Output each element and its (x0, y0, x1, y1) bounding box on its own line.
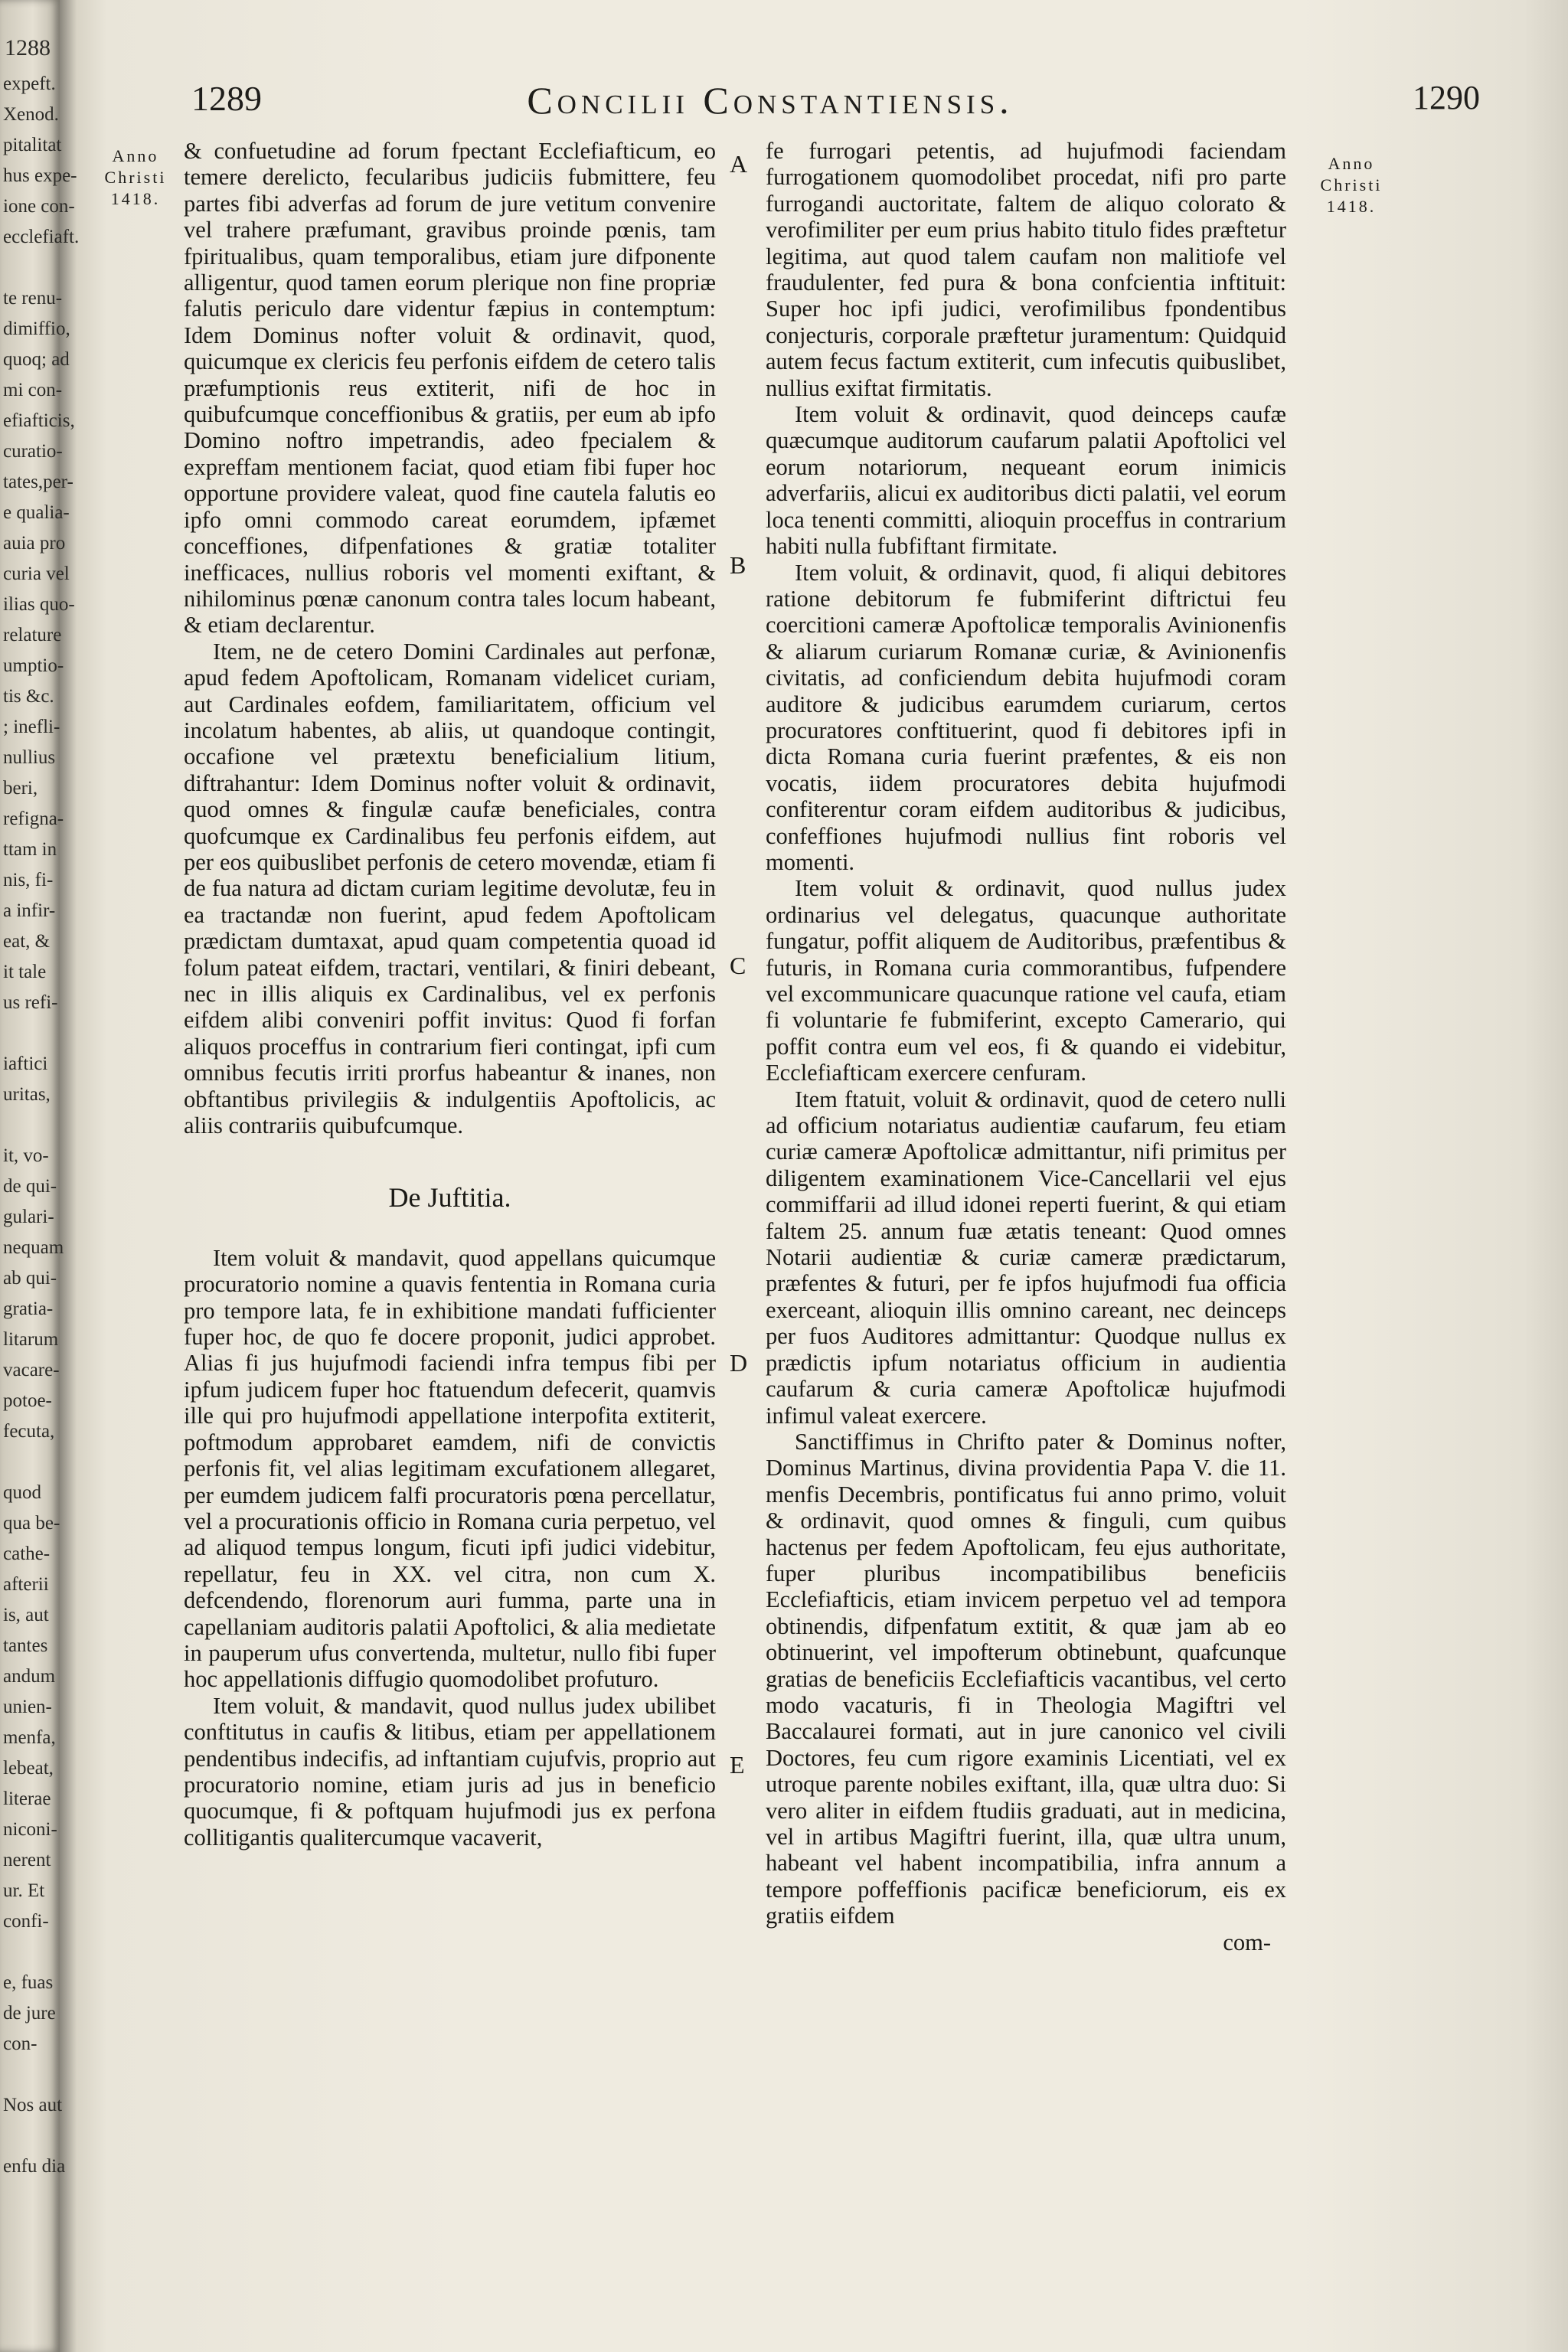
gutter-text-fragments: expeft. Xenod. pitalitat hus expe- ione con- ecclefiaft. te renu- dimiffio, quoq; ad mi con- efiafticis, curatio- tates,per- e qualia- auia pro curia vel ilias quo- relature umptio- tis &c. ; inefli- nullius beri, refigna- ttam in nis, fi- a infir- eat, & it tale us refi- iaftici uritas, it, vo- de qui- gulari- nequam ab qui- gratia- litarum vacare- potoe- fecuta, quod qua be- cathe- afterii is, aut tantes andum unien- menfa, lebeat, literae niconi- nerent ur. Et confi- e, fuas de jure con- Nos aut enfu dia (3, 74, 80, 2177)
paragraph: fe furrogari petentis, ad hujufmodi faciendam furrogationem quomodolibet procedat, nifi pro parte furrogandi auctoritate, faltem de aliquo colorato & verofimiliter per eum prius habito titulo fides præftetur legitima, aut quod talem caufam non malitiofe vel fraudulenter, fed pura & bona confcientia inftituit: Super hoc ipfi judici, verofimilibus fpondentibus conjecturis, corporale præftetur juramentum: Quidquid autem fecus factum extiterit, cum infecutis quibuslibet, nullius exiftat firmitatis. (766, 138, 1286, 401)
paragraph: Item voluit, & ordinavit, quod, fi aliqui debitores ratione debitorum fe fubmiferint diftrictui feu coercitioni cameræ Apoftolicæ temporalis Avinionenfis & aliarum curiarum Romanæ curiæ, & Avinionenfis civitatis, ad conficiendum debita hujufmodi coram auditore & judicibus earumdem curiarum, certos procuratores conftituerint, quod fi debitores ipfi in dicta Romana curia fuerint præfentes, & eis non vocatis, iidem procuratores debita hujufmodi confiterentur coram eifdem auditoribus & judicibus, confeffiones hujufmodi nullius fint roboris vel momenti. (766, 559, 1286, 875)
paragraph: Item voluit & ordinavit, quod nullus judex ordinarius vel delegatus, quacunque authoritate fungatur, poffit aliquem de Auditoribus, præfentibus & futuris, in Romana curia commorantibus, fufpendere vel excommunicare quacunque ratione vel caufa, etiam fi voluntarie fe fubmiferint, excepto Camerario, qui poffit contra eum vel eos, fi & quando ei videbitur, Ecclefiafticam exercere cenfuram. (766, 875, 1286, 1086)
running-title: Concilii Constantiensis. (527, 79, 1014, 122)
gutter-page-number: 1288 (5, 35, 51, 60)
paragraph: Item, ne de cetero Domini Cardinales aut perfonæ, apud fedem Apoftolicam, Romanam videlicet curiam, aut Cardinales eofdem, familiaritatem, officium vel incolatum habentes, ab aliis, ut quandoque contingit, occafione vel prætextu beneficialium litium, diftrahantur: Idem Dominus nofter voluit & ordinavit, quod omnes & fingulæ caufæ beneficiales, contra quofcumque ex Cardinalibus feu perfonis eifdem, aut per eos quibuslibet perfonis de cetero movendæ, etiam fi de fua natura ad dictam curiam legitime devolutæ, feu in ea tractandæ non fuerint, apud fedem Apoftolicam prædictam dumtaxat, apud quam competentia quoad id folum pateat eifdem, tractari, ventilari, & finiri debeant, nec in illis aliquis ex Cardinalibus, vel ex perfonis eifdem alibi conveniri poffit invitus: Quod fi forfan aliquos proceffus in contrarium fieri contingat, ipfi cum omnibus fecutis irriti prorfus habeantur & inanes, non obftantibus privilegiis & indulgentiis Apoftolicis, ac aliis contrariis quibufcumque. (184, 638, 716, 1139)
margin-note-right: Anno Christi 1418. (1320, 154, 1383, 216)
gutter-previous-page (0, 0, 80, 2352)
right-text-column (766, 138, 1286, 1955)
paragraph: Sanctiffimus in Chrifto pater & Dominus nofter, Dominus Martinus, divina providentia Papa V. die 11. menfis Decembris, pontificatus fui anno primo, voluit & ordinavit, quod omnes & finguli, cum quibus hactenus per fedem Apoftolicam, feu ejus authoritate, fuper pluribus incompatibilibus beneficiis Ecclefiafticis, etiam invicem perpetuo vel ad tempora obtinendis, difpenfatum extitit, & quæ jam ab eo obtinuerint, vel impofterum obtinebunt, quafcunque gratias de beneficiis Ecclefiafticis vacantibus, vel certo modo vacaturis, fi in Theologia Magiftri vel Baccalaurei formati, aut in jure canonico vel civili Doctores, feu cum rigore examinis Licentiati, vel ex utroque parente nobiles exiftant, illa, quæ ultra duo: Si vero aliter in eifdem ftudiis graduati, aut in medicina, vel in artibus Magiftri fuerint, illa, quæ ultra unum, habeant vel habent incompatibilia, infra annum a tempore poffeffionis pacificæ beneficiorum, eis ex gratiis eifdem (766, 1428, 1286, 1929)
paragraph: & confuetudine ad forum fpectant Ecclefiafticum, eo temere derelicto, fecularibus judiciis fubmittere, feu partes fibi adverfas ad forum de jure vetitum convenire vel trahere præfumant, gravibus proinde pœnis, tam fpiritualibus, quam temporalibus, etiam jure difponente alligentur, quod tamen eorum plerique non fine propriæ falutis periculo dare videntur fæpius in contemptum: Idem Dominus nofter voluit & ordinavit, quod, quicumque ex clericis feu perfonis eifdem de cetero talis præfumptionis reus extiterit, nifi de hoc in quibufcumque conceffionibus & gratiis, per eum ab ipfo Domino noftro impetrandis, adeo fpecialem & expreffam mentionem faciat, quod etiam fibi fuper hoc opportune providere valeat, quod fine cautela falutis eo ipfo omni commodo careat eorumdem, ipfæmet conceffiones, difpenfationes & gratiæ totaliter inefficaces, nullius roboris vel momenti exiftant, & nihilominus pœnæ canonum contra tales locum habeant, & etiam declarentur. (184, 138, 716, 639)
section-letter-e: E (730, 1751, 745, 1779)
margin-note-left: Anno Christi 1418. (104, 146, 167, 208)
paragraph: Item voluit & ordinavit, quod deinceps caufæ quæcumque auditorum caufarum palatii Apoftolici vel eorum notariorum, nequeant eorum inimicis adverfariis, alicui ex auditoribus dicti palatii, vel eorum loca tenenti committi, alioquin proceffus in contrarium habiti nulla fubfiftant firmitate. (766, 401, 1286, 560)
section-heading: De Juftitia. (388, 1182, 511, 1214)
paragraph: Item ftatuit, voluit & ordinavit, quod de cetero nulli ad officium notariatus audientiæ caufarum, feu etiam curiæ cameræ Apoftolicæ admittantur, nifi primitus per diligentem examinationem Vice-Cancellarii vel ejus commiffarii ad illud idonei reperti fuerint, & qui etiam faltem 25. annum fuæ ætatis teneant: Quod omnes Notarii audientiæ & curiæ cameræ prædictarum, præfentes & futuri, per fe ipfos hujufmodi fua officia exerceant, alioquin illis omnino careant, nec deinceps per fuos Auditores admittantur: Quodque nullus ex prædictis ipfum notariatus officium in audientia caufarum & curia cameræ Apoftolicæ hujufmodi infimul valeat exercere. (766, 1086, 1286, 1429)
section-letter-d: D (730, 1349, 748, 1377)
catchword: com- (1223, 1929, 1271, 1955)
paragraph: Item voluit & mandavit, quod appellans quicumque procuratorio nomine a quavis fententia in Romana curia pro tempore lata, fe in exhibitione mandati fufficienter fuper hoc, de quo fe docere proponit, judici approbet. Alias fi jus hujufmodi faciendi infra tempus fibi per ipfum judicem fuper hoc ftatuendum defecerit, quamvis ille qui pro hujufmodi appellatione interpofita extiterit, poftmodum approbaret eamdem, nifi de convictis perfonis fit, vel alias legitimam excufationem allegaret, per eumdem judicem falfi procuratoris pœna percellatur, vel a procurationis officio in Romana curia perpetuo, vel ad aliquod tempus longum, ficuti ipfi judici videbitur, repellatur, feu in XX. vel citra, non cum X. defcendendo, florenorum auri fumma, parte una in capellaniam auditoris palatii Apoftolici, & alia medietate in pauperum ufus convertenda, multetur, nullo fibi fuper hoc appellationis diffugio quomodolibet profuturo. (184, 1244, 716, 1693)
left-page-number: 1289 (191, 79, 262, 118)
right-page-number: 1290 (1413, 79, 1480, 116)
section-letter-a: A (730, 150, 748, 178)
section-letter-b: B (730, 551, 746, 579)
paragraph: Item voluit, & mandavit, quod nullus judex ubilibet conftitutus in caufis & litibus, etiam per appellationem pendentibus indecifis, ad inftantiam cujufvis, proprio aut procuratorio nomine, etiam juris ad jus in beneficio quocumque, fi & poftquam hujufmodi jus ex perfona collitigantis qualitercumque vacaverit, (184, 1692, 716, 1851)
left-text-column (184, 138, 716, 1851)
section-letter-c: C (730, 952, 746, 979)
